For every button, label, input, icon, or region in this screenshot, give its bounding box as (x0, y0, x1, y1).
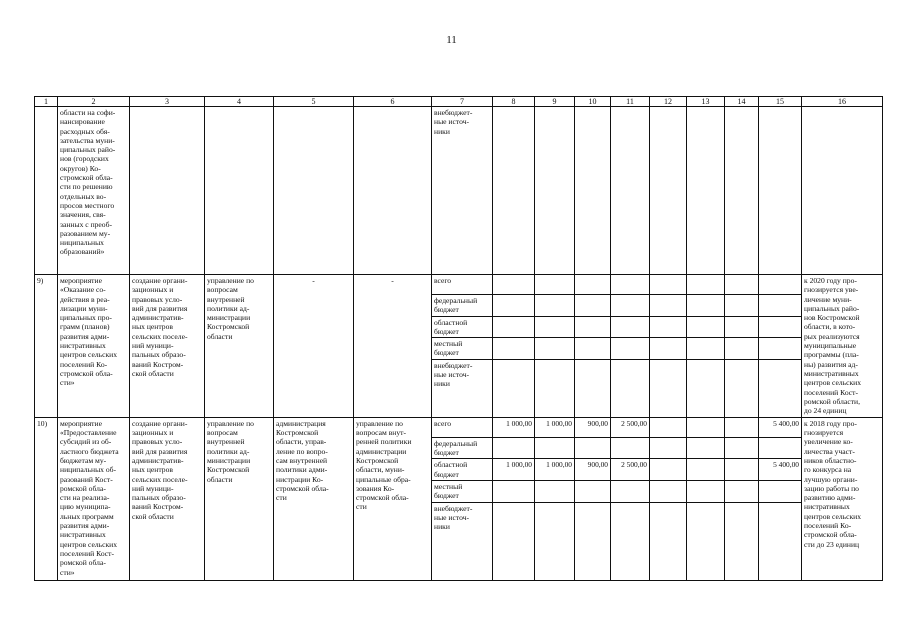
activity-goal: создание органи- зационных и правовых усло- вий для развития административ- ных центров сельских поселе- ний муници- пальных образо- ваний Костром- ской области (130, 275, 205, 418)
value-cell: 900,00 (575, 417, 611, 437)
col-header: 3 (130, 97, 205, 107)
col-header: 7 (432, 97, 493, 107)
value-cell: 1 000,00 (535, 459, 575, 481)
responsible-executor: управление по вопросам внутренней политики ад- министрации Костромской области (205, 275, 274, 418)
value-cell (493, 502, 535, 580)
row-number: 10) (35, 417, 58, 580)
funding-source: внебюджет- ные источ- ники (432, 107, 493, 275)
value-cell (575, 437, 611, 459)
col-header: 16 (802, 97, 883, 107)
value-cell (687, 459, 725, 481)
value-cell: 1 000,00 (493, 417, 535, 437)
value-cell: 2 500,00 (611, 417, 650, 437)
col-header: 15 (759, 97, 802, 107)
col-header: 6 (354, 97, 432, 107)
value-cell (687, 437, 725, 459)
table-row-9 (35, 275, 883, 295)
participants: управление по вопросам внут- ренней политики администрации Костромской области, муни- ципальные обра- зования Ко- стромской обла- сти (354, 417, 432, 580)
responsible-executor: управление по вопросам внутренней политики ад- министрации Костромской области (205, 417, 274, 580)
col-header: 11 (611, 97, 650, 107)
value-cell (493, 480, 535, 502)
funding-source: всего (432, 417, 493, 437)
column-number-row (35, 97, 883, 107)
value-cell (650, 417, 687, 437)
table-row-continuation (35, 107, 883, 275)
value-cell (611, 437, 650, 459)
value-cell: 5 400,00 (759, 417, 802, 437)
value-cell (493, 437, 535, 459)
value-cell (687, 502, 725, 580)
value-cell (687, 417, 725, 437)
value-cell (725, 459, 759, 481)
value-cell (575, 480, 611, 502)
row-number: 9) (35, 275, 58, 418)
funding-source: областной бюджет (432, 459, 493, 481)
value-cell: 2 500,00 (611, 459, 650, 481)
value-cell (650, 437, 687, 459)
value-cell: 1 000,00 (535, 417, 575, 437)
activity-name: мероприятие «Оказание со- действия в реа- лизации муни- ципальных про- грамм (планов) развития адми- нистративных центров сельских поселений Ко- стромской обла- сти» (58, 275, 130, 418)
col-header: 8 (493, 97, 535, 107)
value-cell (650, 480, 687, 502)
funding-source: федеральный бюджет (432, 295, 493, 317)
col-header: 13 (687, 97, 725, 107)
value-cell (725, 480, 759, 502)
value-cell (725, 417, 759, 437)
col-header: 4 (205, 97, 274, 107)
col-header: 12 (650, 97, 687, 107)
col-header: 2 (58, 97, 130, 107)
value-cell: 5 400,00 (759, 459, 802, 481)
value-cell (611, 480, 650, 502)
col-header: 14 (725, 97, 759, 107)
col-header: 1 (35, 97, 58, 107)
funding-source: областной бюджет (432, 316, 493, 338)
expected-result: к 2020 году про- гнозируется уве- личение муни- ципальных райо- нов Костромской области, в кото- рых реализуются муниципальные программы (пла- ны) развития ад- министративных центров сельских поселений Кост- ромской области, до 24 единиц (802, 275, 883, 418)
funding-source: федеральный бюджет (432, 437, 493, 459)
table-row-10 (35, 417, 883, 437)
funding-source: местный бюджет (432, 480, 493, 502)
expected-result: к 2018 году про- гнозируется увеличение ко- личества участ- ников областно- го конкурса на лучшую органи- зацию работы по развитию адми- нистративных центров сельских поселений Ко- стромской обла- сти до 23 единиц (802, 417, 883, 580)
value-cell (759, 480, 802, 502)
value-cell (650, 459, 687, 481)
co-executor: - (274, 275, 354, 418)
co-executor: администрация Костромской области, управ- ление по вопро- сам внутренней политики адми- нистрации Ко- стромской обла- сти (274, 417, 354, 580)
value-cell: 900,00 (575, 459, 611, 481)
funding-source: местный бюджет (432, 338, 493, 360)
value-cell (535, 480, 575, 502)
value-cell (759, 437, 802, 459)
value-cell (535, 437, 575, 459)
value-cell: 1 000,00 (493, 459, 535, 481)
value-cell (725, 437, 759, 459)
value-cell (575, 502, 611, 580)
value-cell (687, 480, 725, 502)
activity-goal: создание органи- зационных и правовых усло- вий для развития административ- ных центров сельских поселе- ний муници- пальных образо- ваний Костром- ской области (130, 417, 205, 580)
value-cell (759, 502, 802, 580)
funding-source: всего (432, 275, 493, 295)
funding-source: внебюджет- ные источ- ники (432, 359, 493, 417)
col-header: 9 (535, 97, 575, 107)
value-cell (611, 502, 650, 580)
value-cell (725, 502, 759, 580)
value-cell (650, 502, 687, 580)
col-header: 10 (575, 97, 611, 107)
page-number: 11 (446, 34, 457, 46)
program-activities-table (34, 96, 883, 581)
activity-name: мероприятие «Предоставление субсидий из об- ластного бюджета бюджетам му- ниципальных об- разований Кост- ромской обла- сти на реализа- цию муниципа- льных программ развития адми- нистративных центров сельских поселений Кост- ромской обла- сти» (58, 417, 130, 580)
activity-name: области на софи- нансирование расходных обя- зательства муни- ципальных райо- нов (городских округов) Ко- стромской обла- сти по решению отдельных во- просов местного значения, свя- занных с преоб- разованием му- ниципальных образований» (58, 107, 130, 275)
value-cell (535, 502, 575, 580)
participants: - (354, 275, 432, 418)
col-header: 5 (274, 97, 354, 107)
funding-source: внебюджет- ные источ- ники (432, 502, 493, 580)
